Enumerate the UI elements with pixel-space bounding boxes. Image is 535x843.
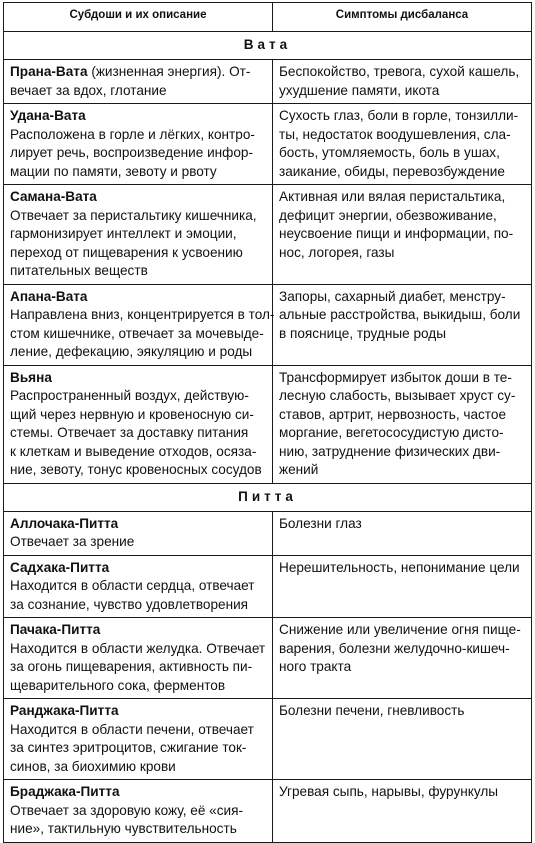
- symptoms-cell: [273, 699, 532, 780]
- description-line: Направлена вниз, концентрируется в тол-: [10, 307, 275, 322]
- subdosha-name: Самана-Вата: [10, 189, 97, 204]
- description-line: [10, 63, 267, 82]
- symptom-line: жений: [279, 462, 319, 477]
- symptoms-cell: [273, 104, 532, 185]
- subdosha-cell: [4, 618, 273, 699]
- description-line: стом кишечнике, отвечает за мочевыде-: [10, 325, 264, 341]
- description-line: Расположена в горле и лёгких, контро-: [10, 126, 255, 142]
- description-line: мации по памяти, зевоту и рвоту: [10, 163, 217, 179]
- symptom-line: Болезни глаз: [279, 515, 362, 531]
- description-line: гармонизирует интеллект и эмоции,: [10, 226, 237, 241]
- table-row: [4, 284, 532, 365]
- symptoms-cell: [273, 60, 532, 104]
- description-line: к клеткам и выведение отходов, осяза-: [10, 443, 257, 459]
- subdosha-name: Прана-Вата: [10, 64, 88, 79]
- description-line: лирует речь, воспроизведение инфор-: [10, 145, 254, 160]
- description-line: Отвечает за здоровую кожу, её «сия-: [10, 802, 244, 818]
- section-title-vata: Вата: [4, 32, 532, 60]
- symptom-line: ставов, артрит, нервозность, частое: [279, 406, 507, 422]
- symptom-line: Трансформирует избыток доши в те-: [279, 369, 512, 385]
- symptom-line: лесную слабость, вызывает хруст су-: [279, 388, 516, 403]
- subdosha-name: Аллочака-Питта: [10, 515, 119, 531]
- header-symptoms: Симптомы дисбаланса: [273, 3, 532, 32]
- subdosha-name: Удана-Вата: [10, 108, 86, 123]
- symptom-line: Активная или вялая перистальтика,: [279, 189, 506, 204]
- symptoms-cell: [273, 780, 532, 843]
- symptom-line: варения, болезни желудочно-кишеч-: [279, 640, 510, 656]
- description-text: (жизненная энергия). От-: [91, 64, 251, 79]
- description-line: переход от пищеварения к усвоению: [10, 244, 243, 260]
- subdosha-name: Апана-Вата: [10, 288, 88, 304]
- section-title-pitta: Питта: [4, 483, 532, 511]
- table-row: [4, 780, 532, 843]
- table-header-row: [4, 3, 532, 32]
- section-row-pitta: [4, 483, 532, 511]
- section-row-vata: [4, 32, 532, 60]
- symptom-line: бость, утомляемость, боль в ушах,: [279, 145, 500, 160]
- table-row: [4, 104, 532, 185]
- description-line: за сознание, чувство удовлетворения: [10, 596, 249, 612]
- description-line: Отвечает за перистальтику кишечника,: [10, 207, 257, 223]
- symptom-line: ухудшение памяти, икота: [279, 82, 440, 98]
- description-line: Отвечает за зрение: [10, 534, 135, 549]
- description-line: Находится в области сердца, отвечает: [10, 578, 255, 593]
- subdosha-name: Ранджака-Питта: [10, 703, 119, 718]
- subdosha-cell: [4, 365, 273, 483]
- table-row: [4, 185, 532, 285]
- table-row: [4, 365, 532, 483]
- symptom-line: ты, недостаток воодушевления, сла-: [279, 126, 511, 142]
- subdosha-cell: [4, 511, 273, 555]
- symptoms-cell: [273, 365, 532, 483]
- table-row: [4, 699, 532, 780]
- symptom-line: Сухость глаз, боли в горле, тонзилли-: [279, 108, 519, 123]
- description-line: ние», тактильную чувствительность: [10, 821, 237, 836]
- description-line: питательных веществ: [10, 263, 148, 278]
- subdosha-cell: [4, 185, 273, 285]
- table-row: [4, 555, 532, 618]
- description-line: вечает за вдох, глотание: [10, 82, 167, 98]
- subdosha-cell: [4, 284, 273, 365]
- symptom-line: дефицит энергии, обезвоживание,: [279, 207, 497, 223]
- symptom-line: нию, затруднение физических дви-: [279, 443, 501, 459]
- table-row: [4, 511, 532, 555]
- description-line: Распространенный воздух, действую-: [10, 388, 249, 403]
- symptoms-cell: [273, 555, 532, 618]
- subdosha-cell: [4, 104, 273, 185]
- subdosha-cell: [4, 555, 273, 618]
- description-line: Находится в области желудка. Отвечает: [10, 640, 266, 656]
- subdosha-cell: [4, 60, 273, 104]
- subdosha-cell: [4, 699, 273, 780]
- subdosha-table: [3, 2, 532, 843]
- symptom-line: Снижение или увеличение огня пище-: [279, 622, 521, 637]
- symptom-line: заикание, обиды, перевозбуждение: [279, 163, 505, 179]
- symptom-line: нос, логорея, газы: [279, 244, 395, 260]
- description-line: синов, за биохимию крови: [10, 758, 176, 774]
- symptom-line: Болезни печени, гневливость: [279, 703, 465, 718]
- table-row: [4, 618, 532, 699]
- symptom-line: Угревая сыпь, нарывы, фурункулы: [279, 784, 499, 799]
- symptoms-cell: [273, 284, 532, 365]
- symptom-line: моргание, вегетососудистую дисто-: [279, 425, 504, 440]
- symptoms-cell: [273, 185, 532, 285]
- description-line: щий через нервную и кровеносную си-: [10, 406, 254, 422]
- symptoms-cell: [273, 511, 532, 555]
- subdosha-cell: [4, 780, 273, 843]
- table-body: [4, 32, 532, 843]
- symptom-line: неусвоение пищи и информации, по-: [279, 226, 514, 241]
- description-line: ление, дефекацию, эякуляцию и роды: [10, 344, 253, 359]
- symptom-line: Нерешительность, непонимание цели: [279, 559, 520, 575]
- description-line: за синтез эритроцитов, сжигание ток-: [10, 740, 247, 755]
- symptoms-cell: [273, 618, 532, 699]
- subdosha-name: Вьяна: [10, 369, 52, 385]
- symptom-line: альные расстройства, выкидыш, боли: [279, 307, 521, 322]
- symptom-line: ного тракта: [279, 659, 352, 674]
- symptom-line: Беспокойство, тревога, сухой кашель,: [279, 64, 520, 79]
- table-row: [4, 60, 532, 104]
- description-line: ние, зевоту, тонус кровеносных сосудов: [10, 462, 262, 477]
- header-subdoshas: Субдоши и их описание: [4, 3, 273, 32]
- subdosha-name: Садхака-Питта: [10, 559, 110, 575]
- description-line: щеварительного сока, ферментов: [10, 677, 226, 693]
- description-line: за огонь пищеварения, активность пи-: [10, 659, 253, 674]
- symptom-line: в пояснице, трудные роды: [279, 325, 446, 341]
- description-line: стемы. Отвечает за доставку питания: [10, 425, 249, 440]
- description-line: Находится в области печени, отвечает: [10, 721, 254, 737]
- symptom-line: Запоры, сахарный диабет, менстру-: [279, 288, 506, 304]
- subdosha-name: Браджака-Питта: [10, 784, 120, 799]
- subdosha-name: Пачака-Питта: [10, 622, 101, 637]
